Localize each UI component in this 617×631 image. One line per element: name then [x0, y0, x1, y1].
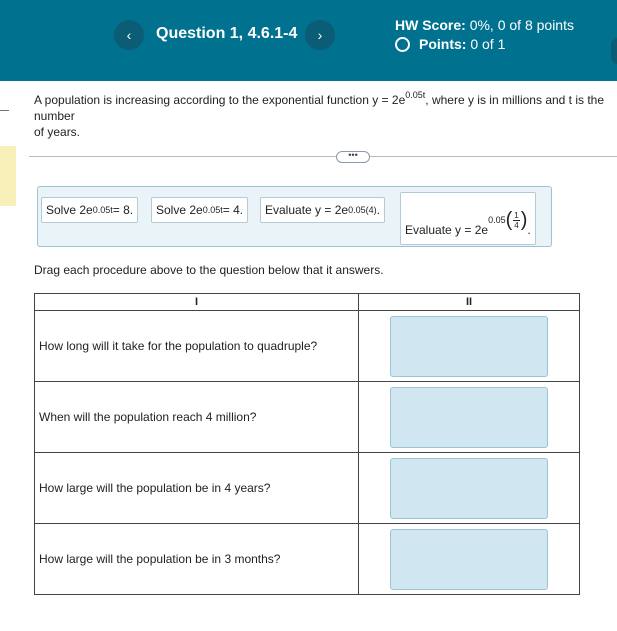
question-text: When will the population reach 4 million?: [35, 382, 359, 453]
answer-drop-zone[interactable]: [390, 529, 548, 590]
procedure-chip-solve-8[interactable]: Solve 2e 0.05t = 8.: [41, 197, 138, 223]
answer-drop-zone[interactable]: [390, 458, 548, 519]
drop-cell: [359, 311, 580, 382]
table-row: [35, 382, 580, 453]
chip-text: Solve 2e: [156, 203, 203, 217]
answer-table: [34, 293, 580, 595]
problem-text-line2: of years.: [34, 125, 81, 139]
right-paren: ): [520, 209, 528, 231]
points-indicator: [395, 36, 505, 52]
fraction-denominator: 4: [514, 220, 519, 230]
table-row: [35, 453, 580, 524]
chip-text: Evaluate y = 2e: [405, 223, 489, 237]
chevron-right-icon: ›: [317, 27, 323, 43]
hw-score-label: HW Score:: [395, 17, 466, 33]
table-row: [35, 524, 580, 595]
problem-exponent: 0.05t: [405, 90, 426, 100]
question-text: How large will the population be in 4 years?: [35, 453, 359, 524]
chip-text-end: .: [527, 223, 531, 237]
drop-cell: [359, 382, 580, 453]
chip-text-end: = 8.: [112, 203, 134, 217]
section-divider: [29, 156, 617, 157]
left-margin-dash: [0, 110, 9, 111]
procedure-chip-evaluate-4-years[interactable]: Evaluate y = 2e 0.05(4) .: [260, 197, 385, 223]
procedure-chip-evaluate-quarter-year[interactable]: [400, 192, 536, 245]
chip-text-end: .: [376, 203, 380, 217]
chip-text: Evaluate y = 2e: [265, 203, 349, 217]
drop-cell: [359, 524, 580, 595]
question-header: [0, 0, 617, 81]
fraction-numerator: 1: [514, 210, 519, 220]
points-label: Points:: [419, 36, 467, 52]
answer-drop-zone[interactable]: [390, 316, 548, 377]
drop-cell: [359, 453, 580, 524]
problem-text-start: A population is increasing according to the exponential function y = 2e: [34, 93, 406, 107]
problem-text-end: , where y is in millions and t is the number: [34, 93, 605, 123]
table-row: [35, 311, 580, 382]
chip-exponent-group: [488, 210, 527, 230]
question-text: How large will the population be in 3 months?: [35, 524, 359, 595]
left-margin-highlight: [0, 146, 16, 206]
drag-instruction: Drag each procedure above to the question below that it answers.: [34, 263, 384, 277]
left-paren: (: [505, 209, 513, 231]
hw-score: [395, 17, 574, 33]
expand-button[interactable]: •••: [336, 151, 370, 163]
procedure-bank: [37, 186, 552, 247]
procedure-chip-solve-4[interactable]: Solve 2e 0.05t = 4.: [151, 197, 248, 223]
previous-question-button[interactable]: [114, 20, 144, 50]
column-header-answers: II: [359, 294, 580, 311]
side-panel-tab[interactable]: [611, 38, 617, 64]
hw-score-value: 0%, 0 of 8 points: [469, 17, 574, 33]
points-value: 0 of 1: [470, 36, 506, 52]
chip-text: Solve 2e: [46, 203, 93, 217]
question-title: Question 1, 4.6.1-4: [156, 25, 298, 42]
column-header-questions: I: [35, 294, 359, 311]
fraction: [513, 211, 519, 230]
next-question-button[interactable]: [305, 20, 335, 50]
chip-text-end: = 4.: [222, 203, 244, 217]
chip-exponent: 0.05: [488, 215, 506, 225]
question-text: How long will it take for the population to quadruple?: [35, 311, 359, 382]
chevron-left-icon: ‹: [126, 27, 132, 43]
problem-statement: [34, 92, 617, 140]
incomplete-circle-icon: [395, 37, 410, 52]
answer-drop-zone[interactable]: [390, 387, 548, 448]
